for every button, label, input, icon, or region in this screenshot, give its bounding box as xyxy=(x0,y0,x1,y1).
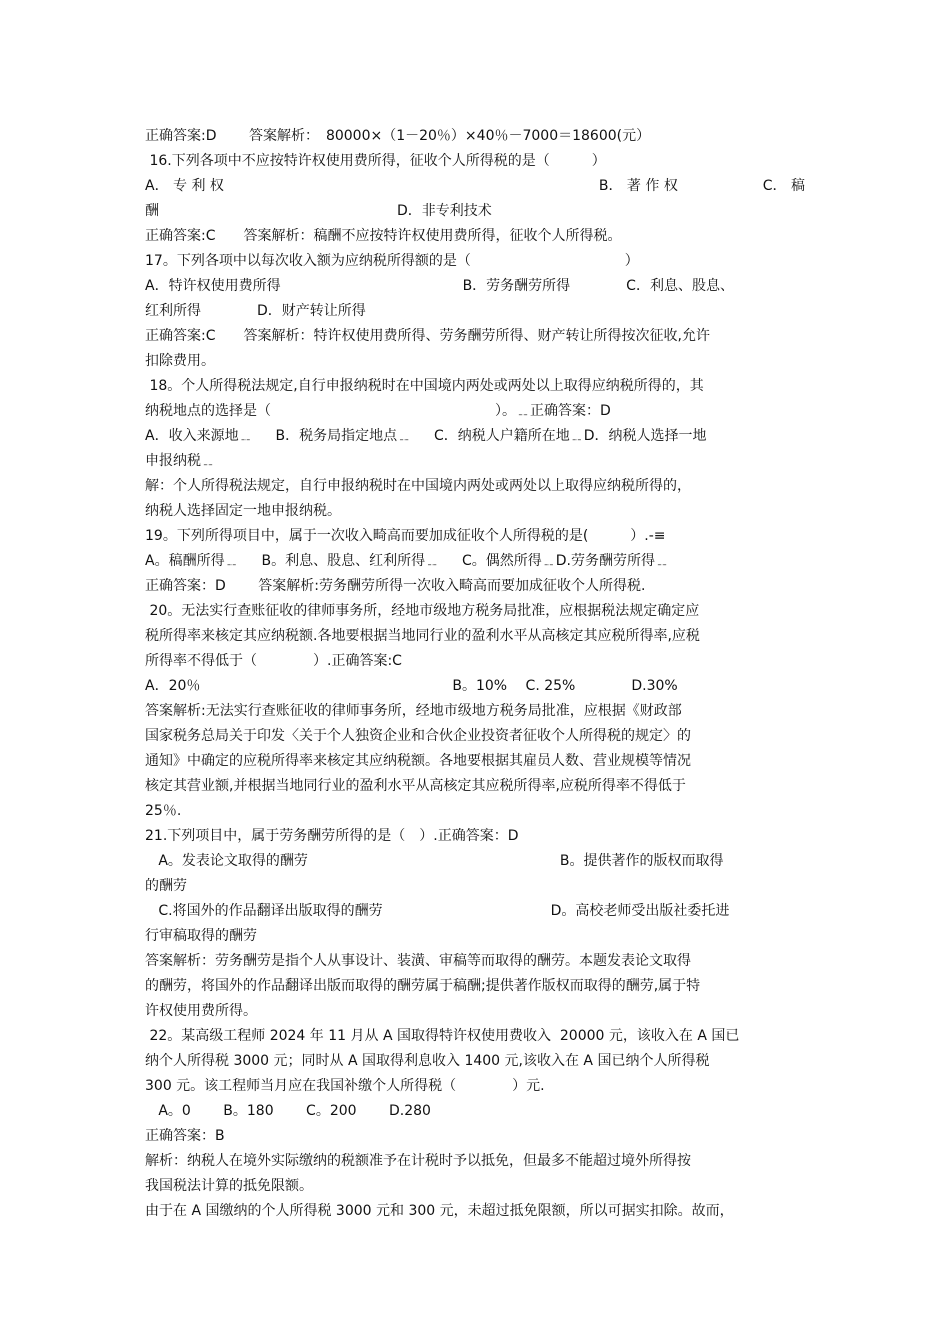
options-row xyxy=(145,174,805,198)
answer-line: 正确答案:C 答案解析：特许权使用费所得、劳务酬劳所得、财产转让所得按次征收,允许 xyxy=(145,328,710,344)
option-b: B． 著 作 权 xyxy=(598,178,678,194)
text-line: 红利所得 D．财产转让所得 xyxy=(145,303,366,319)
option-a: A． 专 利 权 xyxy=(145,178,224,194)
text-line: 我国税法计算的抵免限额。 xyxy=(145,1178,313,1194)
text-line: 300 元。该工程师当月应在我国补缴个人所得税（ ）元. xyxy=(145,1078,545,1094)
question-19: 19。下列所得项目中，属于一次收入畸高而要加成征收个人所得税的是( ）.-≡ xyxy=(145,528,666,544)
text-line: 行审稿取得的酬劳 xyxy=(145,928,257,944)
question-18: 18。个人所得税法规定,自行申报纳税时在中国境内两处或两处以上取得应纳税所得的，其 xyxy=(145,378,704,394)
answer-line: 正确答案：B xyxy=(145,1128,225,1144)
text-line: 答案解析：劳务酬劳是指个人从事设计、装潢、审稿等而取得的酬劳。本题发表论文取得 xyxy=(145,953,691,969)
text-line: A。稿酬所得﹎ B。利息、股息、红利所得﹎ C。偶然所得﹎D.劳务酬劳所得﹎ xyxy=(145,553,669,569)
text-line: 纳税人选择固定一地申报纳税。 xyxy=(145,503,341,519)
answer-line: 正确答案：D 答案解析:劳务酬劳所得一次收入畸高而要加成征收个人所得税. xyxy=(145,578,646,594)
text-line: 由于在 A 国缴纳的个人所得税 3000 元和 300 元，未超过抵免限额，所以可据实扣除。故而， xyxy=(145,1203,734,1219)
question-17: 17。下列各项中以每次收入额为应纳税所得额的是（ ） xyxy=(145,253,639,269)
question-16: 16.下列各项中不应按特许权使用费所得，征收个人所得税的是（ ） xyxy=(145,153,606,169)
text-line: A。0 B。180 C。200 D.280 xyxy=(145,1103,431,1119)
text-line: 正确答案:D 答案解析： 80000×（1－20％）×40％－7000＝18600(元） xyxy=(145,128,651,144)
text-line: 扣除费用。 xyxy=(145,353,215,369)
text-line: A．20％ B。10% C. 25% D.30% xyxy=(145,678,678,694)
text-line: 核定其营业额,并根据当地同行业的盈利水平从高核定其应税所得率,应税所得率不得低于 xyxy=(145,778,686,794)
option-c: C． 稿 xyxy=(762,178,805,194)
text-line: 答案解析:无法实行查账征收的律师事务所，经地市级地方税务局批准，应根据《财政部 xyxy=(145,703,682,719)
answer-line: 正确答案:C 答案解析：稿酬不应按特许权使用费所得，征收个人所得税。 xyxy=(145,228,622,244)
text-line: 酬 D．非专利技术 xyxy=(145,203,492,219)
text-line: 25％. xyxy=(145,803,182,819)
text-line: 解析：纳税人在境外实际缴纳的税额准予在计税时予以抵免，但最多不能超过境外所得按 xyxy=(145,1153,691,1169)
text-line: 纳税地点的选择是（ ）。﹎正确答案：D xyxy=(145,403,611,419)
text-line: 通知》中确定的应税所得率来核定其应纳税额。各地要根据其雇员人数、营业规模等情况 xyxy=(145,753,691,769)
text-line: 纳个人所得税 3000 元；同时从 A 国取得利息收入 1400 元,该收入在 A 国已纳个人所得税 xyxy=(145,1053,710,1069)
text-line: 解：个人所得税法规定，自行申报纳税时在中国境内两处或两处以上取得应纳税所得的， xyxy=(145,478,691,494)
text-line: A．特许权使用费所得 B．劳务酬劳所得 C．利息、股息、 xyxy=(145,278,734,294)
text-line: C.将国外的作品翻译出版取得的酬劳 D。高校老师受出版社委托进 xyxy=(145,903,730,919)
text-line: 税所得率来核定其应纳税额.各地要根据当地同行业的盈利水平从高核定其应税所得率,应税 xyxy=(145,628,700,644)
text-line: A。发表论文取得的酬劳 B。提供著作的版权而取得 xyxy=(145,853,724,869)
question-20: 20。无法实行查账征收的律师事务所，经地市级地方税务局批准，应根据税法规定确定应 xyxy=(145,603,700,619)
text-line: A．收入来源地﹎ B．税务局指定地点﹎ C．纳税人户籍所在地﹎D．纳税人选择一地 xyxy=(145,428,707,444)
text-line: 申报纳税﹎ xyxy=(145,453,215,469)
text-line: 的酬劳 xyxy=(145,878,187,894)
question-21: 21.下列项目中，属于劳务酬劳所得的是（ ）.正确答案：D xyxy=(145,828,519,844)
text-line: 的酬劳，将国外的作品翻译出版而取得的酬劳属于稿酬;提供著作版权而取得的酬劳,属于特 xyxy=(145,978,701,994)
question-22: 22。某高级工程师 2024 年 11 月从 A 国取得特许权使用费收入 20000 元，该收入在 A 国已 xyxy=(145,1028,740,1044)
text-line: 国家税务总局关于印发〈关于个人独资企业和合伙企业投资者征收个人所得税的规定〉的 xyxy=(145,728,691,744)
text-line: 许权使用费所得。 xyxy=(145,1003,257,1019)
text-line: 所得率不得低于（ ）.正确答案:C xyxy=(145,653,402,669)
